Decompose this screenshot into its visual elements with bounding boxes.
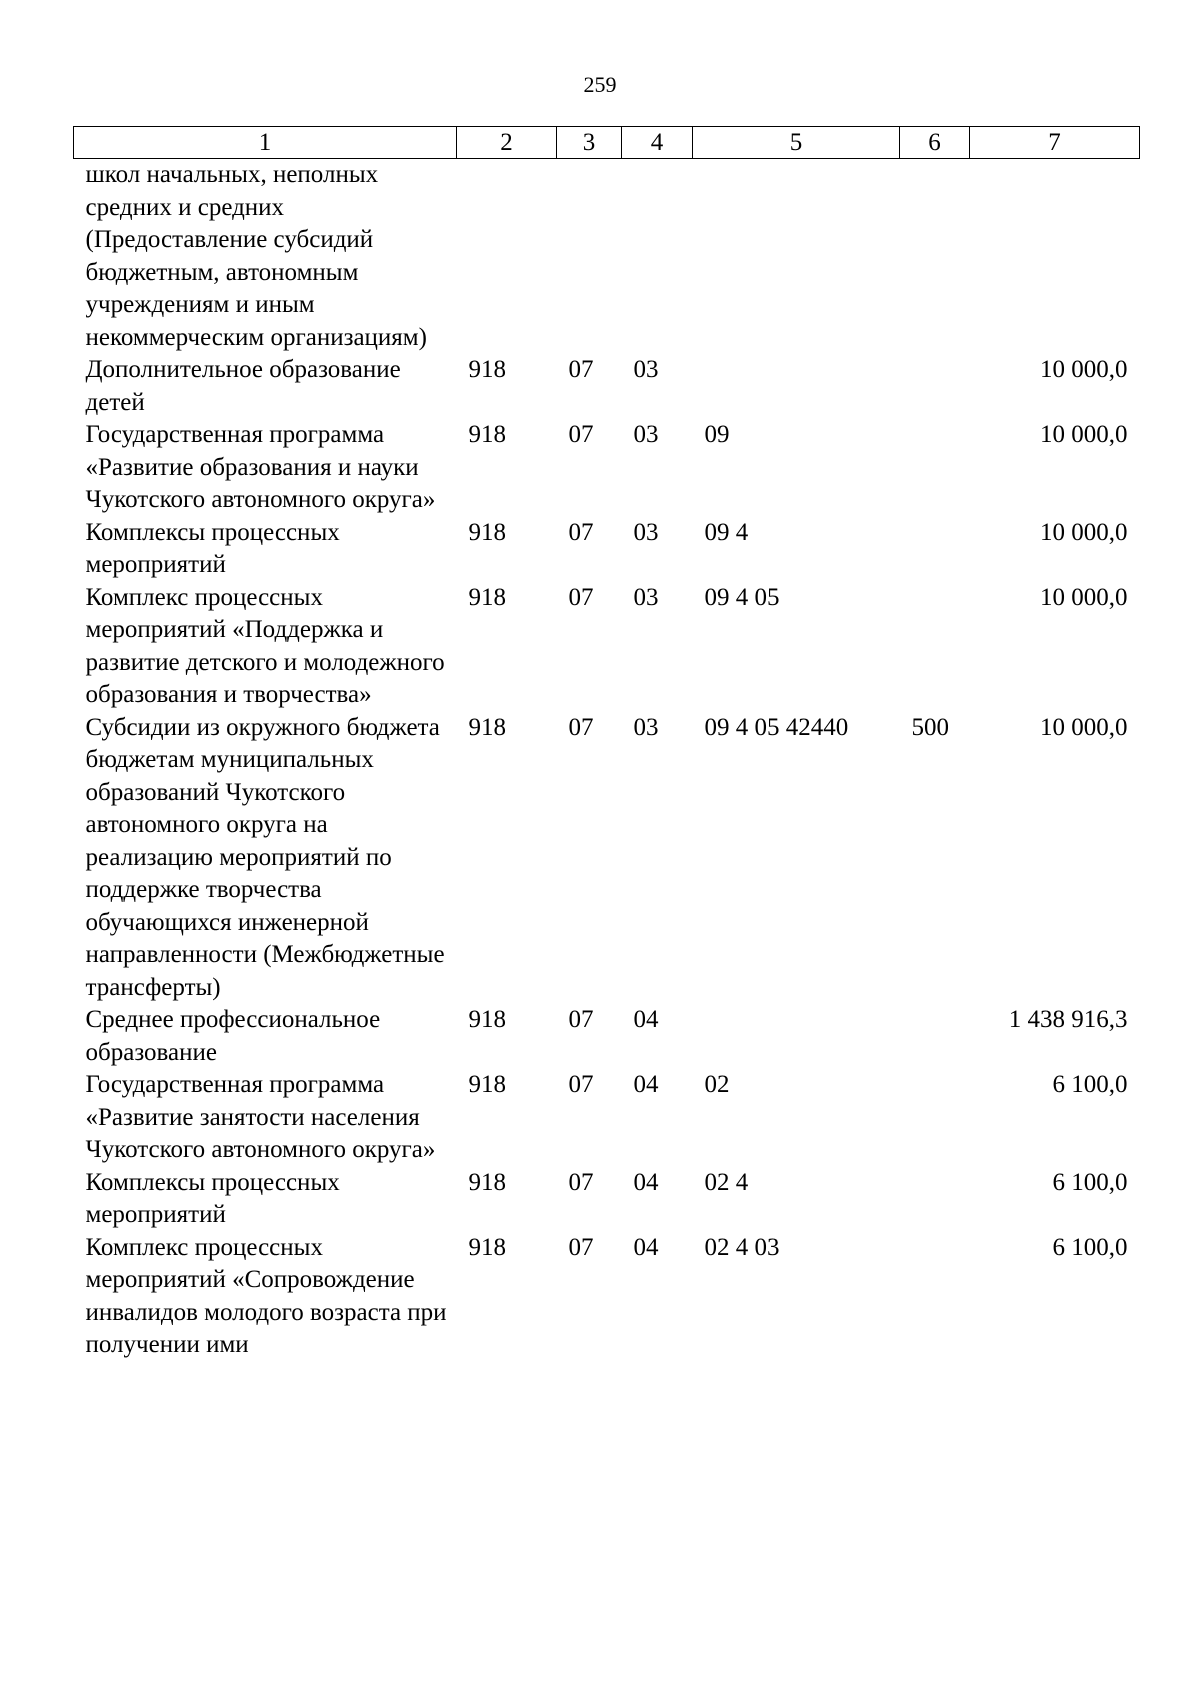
amount-cell: 1 438 916,3: [1008, 1006, 1128, 1033]
expense-type-cell: [900, 1004, 970, 1069]
expense-type-cell: [900, 354, 970, 419]
expense-type-cell: [900, 159, 970, 355]
grbs-code-cell: 918: [468, 1071, 506, 1098]
page-number: 259: [583, 72, 617, 97]
column-header: 4: [622, 127, 693, 159]
section-code-cell: [557, 159, 622, 355]
item-name-cell: Среднее профессиональное образование: [85, 1006, 381, 1066]
subsection-code-cell: 04: [633, 1168, 659, 1196]
section-code-cell: 07: [568, 1233, 594, 1261]
expense-type-cell: [900, 582, 970, 712]
section-code-cell: 07: [568, 421, 594, 448]
expense-type-cell: [900, 517, 970, 582]
target-article-cell: 02: [704, 1071, 730, 1098]
target-article-cell: 09 4 05 42440: [704, 713, 849, 741]
table-row: [74, 1069, 1140, 1167]
item-name-cell: школ начальных, неполных средних и средних (Предоставление субсидий бюджетным, автономным учреждениям и иным некоммерческим организациям): [85, 161, 427, 351]
table-body: [74, 159, 1140, 1362]
amount-cell: 10 000,0: [1040, 713, 1128, 741]
subsection-code-cell: 04: [633, 1233, 659, 1261]
item-name-cell: Комплексы процессных мероприятий: [85, 1168, 340, 1228]
target-article-cell: 02 4: [704, 1168, 749, 1196]
amount-cell: 10 000,0: [1040, 356, 1128, 383]
section-code-cell: 07: [568, 356, 594, 383]
item-name-cell: Дополнительное образование детей: [85, 356, 401, 416]
section-code-cell: 07: [568, 713, 594, 741]
subsection-code-cell: 03: [633, 356, 659, 383]
table-row: [74, 1004, 1140, 1069]
section-code-cell: 07: [568, 1006, 594, 1033]
target-article-cell: 02 4 03: [704, 1233, 780, 1261]
expense-type-cell: [900, 419, 970, 517]
amount-cell: 10 000,0: [1040, 583, 1128, 611]
section-code-cell: 07: [568, 518, 594, 546]
item-name-cell: Комплекс процессных мероприятий «Сопровождение инвалидов молодого возраста при получении ими: [85, 1233, 447, 1358]
table-header-row: [74, 127, 1140, 159]
budget-table: [73, 126, 1140, 1362]
column-header: 3: [557, 127, 622, 159]
table-row: [74, 712, 1140, 1005]
table-row: [74, 354, 1140, 419]
item-name-cell: Субсидии из окружного бюджета бюджетам муниципальных образований Чукотского автономного округа на реализацию мероприятий по поддержке творчества обучающихся инженерной направленности (Межбюджетные трансферты): [85, 713, 445, 1001]
item-name-cell: Комплексы процессных мероприятий: [85, 518, 340, 578]
grbs-code-cell: 918: [468, 1006, 506, 1033]
grbs-code-cell: 918: [468, 1233, 506, 1261]
subsection-code-cell: 03: [633, 713, 659, 741]
target-article-cell: 09 4 05: [704, 583, 780, 611]
amount-cell: [970, 159, 1140, 355]
table-row: [74, 517, 1140, 582]
amount-cell: 6 100,0: [1052, 1071, 1128, 1098]
expense-type-cell: [900, 1069, 970, 1167]
subsection-code-cell: 03: [633, 518, 659, 546]
grbs-code-cell: 918: [468, 713, 506, 741]
target-article-cell: [693, 1004, 900, 1069]
grbs-code-cell: 918: [468, 1168, 506, 1196]
table-row: [74, 159, 1140, 355]
table-row: [74, 582, 1140, 712]
item-name-cell: Комплекс процессных мероприятий «Поддержка и развитие детского и молодежного образования и творчества»: [85, 583, 445, 708]
section-code-cell: 07: [568, 1168, 594, 1196]
subsection-code-cell: 03: [633, 421, 659, 448]
table-row: [74, 1232, 1140, 1362]
column-header: 5: [693, 127, 900, 159]
column-header: 6: [900, 127, 970, 159]
item-name-cell: Государственная программа «Развитие занятости населения Чукотского автономного округа»: [85, 1071, 436, 1163]
amount-cell: 6 100,0: [1052, 1168, 1128, 1196]
grbs-code-cell: 918: [468, 421, 506, 448]
section-code-cell: 07: [568, 1071, 594, 1098]
expense-type-cell: [900, 1232, 970, 1362]
grbs-code-cell: [457, 159, 557, 355]
target-article-cell: 09: [704, 421, 730, 448]
target-article-cell: [693, 354, 900, 419]
expense-type-cell: 500: [911, 713, 949, 741]
column-header: 2: [457, 127, 557, 159]
section-code-cell: 07: [568, 583, 594, 611]
column-header: 7: [970, 127, 1140, 159]
subsection-code-cell: 04: [633, 1006, 659, 1033]
target-article-cell: [693, 159, 900, 355]
amount-cell: 10 000,0: [1040, 518, 1128, 546]
subsection-code-cell: 04: [633, 1071, 659, 1098]
grbs-code-cell: 918: [468, 583, 506, 611]
table-row: [74, 419, 1140, 517]
target-article-cell: 09 4: [704, 518, 749, 546]
expense-type-cell: [900, 1167, 970, 1232]
column-header: 1: [74, 127, 457, 159]
grbs-code-cell: 918: [468, 518, 506, 546]
grbs-code-cell: 918: [468, 356, 506, 383]
amount-cell: 6 100,0: [1052, 1233, 1128, 1261]
table-row: [74, 1167, 1140, 1232]
subsection-code-cell: [622, 159, 693, 355]
amount-cell: 10 000,0: [1040, 421, 1128, 448]
subsection-code-cell: 03: [633, 583, 659, 611]
item-name-cell: Государственная программа «Развитие образования и науки Чукотского автономного округа»: [85, 421, 436, 513]
